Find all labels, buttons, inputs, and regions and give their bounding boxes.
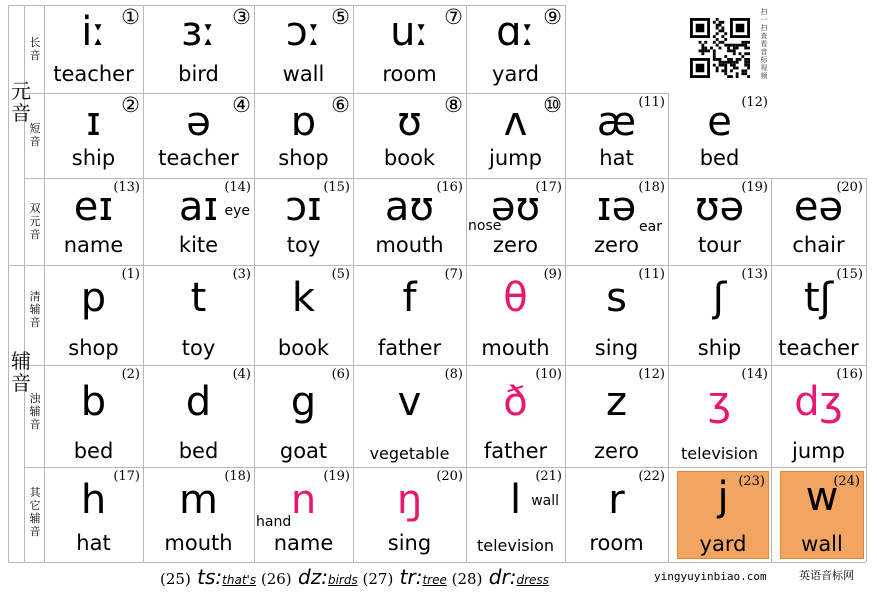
phoneme-number: (19) [323,469,350,484]
example-word: hat [76,531,111,555]
phoneme-number: (1) [121,267,140,282]
hint-word: ear [639,219,662,235]
long-vowels-label: 长音 [29,36,41,62]
phoneme-symbol: ʌ [503,99,528,145]
phoneme-number: ⑩ [543,93,562,117]
phoneme-cell [565,178,668,265]
phoneme-symbol: ə [186,99,211,145]
example-word: zero [493,233,538,257]
phoneme-number: (20) [436,469,463,484]
phoneme-cell [44,5,143,93]
phoneme-number: ⑨ [543,5,562,29]
example-word: father [377,336,442,360]
phoneme-cell [353,467,466,562]
phoneme-cell [353,93,466,178]
phoneme-cell [353,265,466,365]
cluster-symbol: dz: [291,565,328,589]
phoneme-number: (16) [836,367,863,382]
cluster-symbol: ts: [190,565,223,589]
phoneme-number: (7) [444,267,463,282]
phoneme-cell [565,265,668,365]
phoneme-cell [771,265,866,365]
phoneme-number: ③ [232,5,251,29]
phoneme-cell [771,178,866,265]
phoneme-cell [44,178,143,265]
cluster-symbol: tr: [393,565,423,589]
example-word: mouth [164,531,233,555]
phoneme-symbol: ʊ [397,99,422,145]
phoneme-number: (8) [444,367,463,382]
phoneme-number: ⑧ [444,93,463,117]
phoneme-symbol: b [80,379,107,425]
phoneme-cell [143,93,254,178]
example-word: vegetable [369,444,450,463]
phoneme-cell [143,365,254,467]
phoneme-number: (18) [224,469,251,484]
phoneme-cell [565,467,668,562]
phoneme-symbol: ɔː [285,9,322,55]
phoneme-number: (15) [836,267,863,282]
phoneme-number: (17) [535,180,562,195]
phoneme-number: (4) [232,367,251,382]
example-word: jump [792,439,845,463]
phoneme-number: (14) [741,367,768,382]
diphthongs-label: 双元音 [29,202,41,241]
phoneme-number: ⑥ [331,93,350,117]
phoneme-symbol: aʊ [384,184,435,230]
phoneme-cell [466,467,565,562]
phoneme-cell [677,471,769,559]
example-word: book [277,336,330,360]
example-word: jump [489,146,542,170]
consonants-label: 辅音 [11,349,31,395]
phoneme-number: (6) [331,367,350,382]
phoneme-symbol: θ [503,275,528,321]
example-word: toy [181,336,216,360]
example-word: television [476,536,555,555]
footer-clusters [160,567,549,590]
phoneme-number: (2) [121,367,140,382]
phoneme-symbol: k [291,275,316,321]
cluster-example: that's [222,573,257,587]
example-word: teacher [158,146,239,170]
phoneme-symbol: g [290,379,317,425]
phoneme-symbol: ŋ [396,477,423,523]
phoneme-symbol: uː [390,9,429,55]
phoneme-number: (24) [833,474,860,489]
phoneme-cell [466,5,565,93]
phoneme-cell [254,93,353,178]
phoneme-number: (12) [638,367,665,382]
phoneme-number: ⑦ [444,5,463,29]
phoneme-symbol: ɔɪ [285,184,322,230]
example-word: yard [699,532,747,556]
other-consonants-label: 其它辅音 [29,486,41,538]
qr-code-icon [690,18,750,78]
phoneme-number: (21) [535,469,562,484]
phoneme-symbol: eə [793,184,844,230]
example-word: shop [278,146,329,170]
phoneme-cell [771,365,866,467]
phoneme-symbol: m [179,477,218,523]
phoneme-number: ④ [232,93,251,117]
phoneme-symbol: t [190,275,207,321]
example-word: bed [178,439,219,463]
example-word: zero [594,439,639,463]
cluster-symbol: dr: [482,565,517,589]
example-word: bed [699,146,740,170]
phoneme-number: (17) [113,469,140,484]
phoneme-symbol: n [290,477,317,523]
phoneme-symbol: e [707,99,732,145]
cluster-number: (25) [160,570,191,588]
site-brand: 英语音标网 [799,569,854,582]
phoneme-cell [565,93,668,178]
phoneme-number: (20) [836,180,863,195]
phoneme-cell [44,265,143,365]
example-word: wall [801,532,843,556]
qr-caption: 扫一扫查看音标视频 [760,8,768,80]
example-word: television [680,444,759,463]
phoneme-symbol: ɪə [596,184,637,230]
phoneme-number: (15) [323,180,350,195]
phoneme-symbol: ɜː [181,9,216,55]
phoneme-cell [44,93,143,178]
phoneme-number: (12) [741,95,768,110]
phoneme-symbol: s [606,275,627,321]
phoneme-cell [44,467,143,562]
example-word: ship [71,146,116,170]
example-word: shop [68,336,119,360]
phoneme-symbol: ʃ [712,275,727,321]
example-word: chair [792,233,845,257]
phoneme-number: (23) [738,474,765,489]
phoneme-cell [466,265,565,365]
phoneme-number: (13) [741,267,768,282]
phoneme-number: (5) [331,267,350,282]
phoneme-cell [353,5,466,93]
phoneme-symbol: d [185,379,212,425]
example-word: teacher [53,62,134,86]
phoneme-symbol: əʊ [490,184,541,230]
phoneme-symbol: eɪ [73,184,114,230]
example-word: ship [697,336,742,360]
example-word: sing [594,336,639,360]
phoneme-cell [668,178,771,265]
phoneme-cell [44,365,143,467]
phoneme-number: (18) [638,180,665,195]
phoneme-cell [353,365,466,467]
phoneme-symbol: ð [503,379,528,425]
phoneme-cell [466,93,565,178]
example-word: sing [387,531,432,555]
phoneme-cell [668,365,771,467]
example-word: book [383,146,436,170]
voiceless-consonants-label: 清辅音 [29,290,41,329]
example-word: bed [73,439,114,463]
phoneme-symbol: tʃ [803,275,834,321]
cluster-number: (28) [451,570,483,588]
phoneme-cell [254,467,353,562]
phoneme-cell [143,467,254,562]
phoneme-cell [466,365,565,467]
phoneme-cell [466,178,565,265]
cluster-example: tree [422,573,447,587]
vowels-label: 元音 [11,79,31,125]
phoneme-symbol: p [80,275,107,321]
example-word: father [483,439,548,463]
phoneme-symbol: h [80,477,107,523]
example-word: mouth [375,233,444,257]
hint-word: wall [531,493,559,509]
phoneme-cell [143,265,254,365]
cluster-example: birds [327,573,358,587]
phoneme-number: (3) [232,267,251,282]
phoneme-symbol: ʊə [694,184,745,230]
example-word: name [273,531,334,555]
example-word: hat [599,146,634,170]
phoneme-cell [668,93,771,178]
phoneme-symbol: ɪ [86,99,101,145]
phoneme-cell [254,365,353,467]
phoneme-symbol: ʒ [707,379,732,425]
example-word: yard [492,62,539,86]
example-word: zero [594,233,639,257]
phoneme-symbol: aɪ [178,184,219,230]
example-word: kite [178,233,219,257]
hint-word: nose [468,218,502,234]
phoneme-number: (16) [436,180,463,195]
phoneme-number: (9) [543,267,562,282]
grid-line-vertical [866,178,867,562]
voiced-consonants-label: 浊辅音 [29,392,41,431]
phoneme-cell [353,178,466,265]
example-word: mouth [481,336,550,360]
cluster-number: (27) [362,570,394,588]
phoneme-number: (11) [638,267,665,282]
phoneme-number: ① [121,5,140,29]
cluster-number: (26) [260,570,292,588]
phoneme-number: (10) [535,367,562,382]
site-url: yingyuyinbiao.com [654,570,767,583]
phoneme-number: (13) [113,180,140,195]
phoneme-cell [143,5,254,93]
phoneme-cell [565,365,668,467]
example-word: name [63,233,124,257]
cluster-example: dress [516,573,549,587]
phoneme-cell [780,471,864,559]
phoneme-cell [254,178,353,265]
phoneme-symbol: l [509,477,522,523]
grid-line-horizontal [8,562,866,563]
phoneme-symbol: æ [596,99,637,145]
example-word: teacher [778,336,859,360]
example-word: wall [282,62,325,86]
phoneme-number: ⑤ [331,5,350,29]
hint-word: eye [224,203,250,219]
phoneme-symbol: j [717,474,729,520]
phoneme-symbol: iː [81,9,106,55]
phoneme-number: (19) [741,180,768,195]
phoneme-symbol: dʒ [794,379,843,425]
phoneme-symbol: r [608,477,625,523]
phoneme-number: (22) [638,469,665,484]
short-vowels-label: 短音 [29,122,41,148]
phoneme-number: (11) [638,95,665,110]
example-word: toy [286,233,321,257]
phoneme-number: (14) [224,180,251,195]
example-word: bird [178,62,219,86]
phoneme-symbol: f [402,275,417,321]
phoneme-symbol: z [606,379,627,425]
phoneme-symbol: v [397,379,422,425]
phoneme-cell [254,5,353,93]
phoneme-cell [668,265,771,365]
phoneme-symbol: ɒ [290,99,317,145]
phoneme-cell [143,178,254,265]
example-word: goat [279,439,328,463]
phoneme-number: ② [121,93,140,117]
example-word: tour [697,233,742,257]
example-word: room [382,62,437,86]
phoneme-symbol: ɑː [496,9,535,55]
phoneme-symbol: w [805,474,839,520]
phoneme-cell [254,265,353,365]
example-word: room [589,531,644,555]
hint-word: hand [256,514,292,530]
